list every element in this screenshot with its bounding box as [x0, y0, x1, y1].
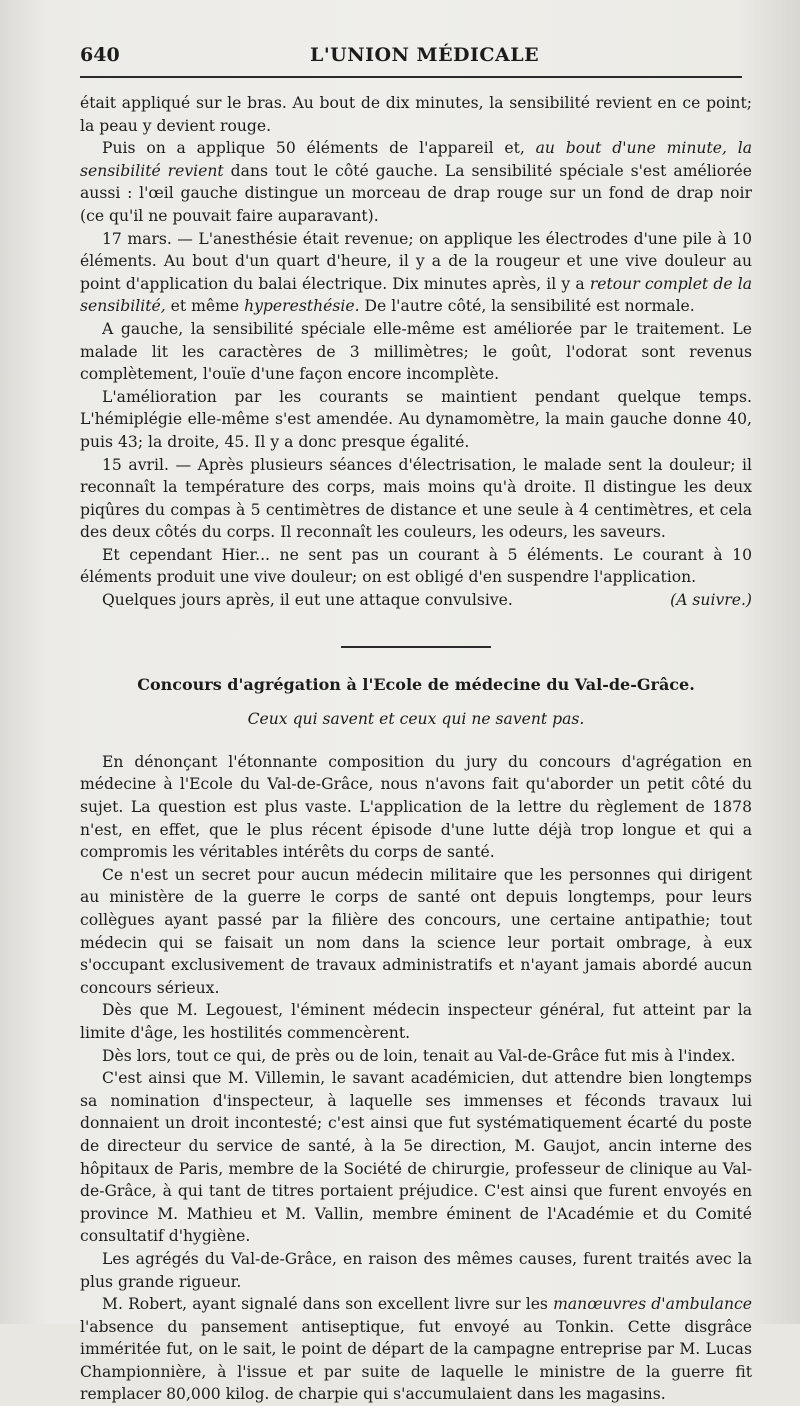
paragraph: Ce n'est un secret pour aucun médecin militaire que les personnes qui dirigent au ministère de la guerre le corps de santé ont depuis longtemps, pour leurs collègues ayant passé par la filière des concours, une certaine antipathie; tout médecin qui se faisait un nom dans la science leur portait ombrage, à eux s'occupant exclusivement de travaux administratifs et n'ayant jamais abordé aucun concours sérieux.: [80, 865, 752, 997]
paragraph: A gauche, la sensibilité spéciale elle-même est améliorée par le traitement. Le malade lit les caractères de 3 millimètres; le goût, l'odorat sont revenus complètement, l'ouïe d'une façon encore incomplète.: [80, 319, 752, 384]
header-rule: [80, 76, 742, 78]
journal-title: L'UNION MÉDICALE: [310, 44, 540, 66]
paragraph: En dénonçant l'étonnante composition du jury du concours d'agrégation en médecine à l'Ecole du Val-de-Grâce, nous n'avons fait qu'aborder un petit côté du sujet. La question est plus vaste. L'application de la lettre du règlement de 1878 n'est, en effet, que le plus récent épisode d'une lutte déjà trop longue et qui a compromis les véritables intérêts du corps de santé.: [80, 752, 752, 862]
paragraph: était appliqué sur le bras. Au bout de dix minutes, la sensibilité revient en ce point; la peau y devient rouge.: [80, 94, 752, 135]
article-title: Concours d'agrégation à l'Ecole de médecine du Val-de-Grâce.: [137, 674, 695, 694]
paragraph: Dès lors, tout ce qui, de près ou de loin, tenait au Val-de-Grâce fut mis à l'index.: [102, 1046, 736, 1065]
paragraph: M. Robert, ayant signalé dans son excellent livre sur les manœuvres d'ambulance l'absence du pansement antiseptique, fut envoyé au Tonkin. Cette disgrâce imméritée fut, on le sait, le point de départ de la campagne entreprise par M. Lucas Championnière, à l'issue et par suite de laquelle le ministre de la guerre fit remplacer 80,000 kilog. de charpie qui s'accumulaient dans les magasins.: [80, 1295, 752, 1404]
page-number: 640: [80, 44, 120, 66]
page-body: [80, 92, 752, 1406]
paragraph: Puis on a applique 50 éléments de l'appareil et, au bout d'une minute, la sensibilité revient dans tout le côté gauche. La sensibilité spéciale s'est améliorée aussi : l'œil gauche distingue un morceau de drap rouge sur un fond de drap noir (ce qu'il ne pouvait faire auparavant).: [80, 139, 753, 225]
paragraph: Quelques jours après, il eut une attaque convulsive. (A suivre.): [80, 589, 752, 612]
paragraph: C'est ainsi que M. Villemin, le savant académicien, dut attendre bien longtemps sa nomination d'inspecteur, à laquelle ses immenses et féconds travaux lui donnaient un droit incontesté; c'est ainsi que fut systématiquement écarté du poste de directeur du service de santé, à la 5e direction, M. Gaujot, ancin interne des hôpitaux de Paris, membre de la Société de chirurgie, professeur de clinique au Val-de-Grâce, à qui tant de titres portaient préjudice. C'est ainsi que furent envoyés en province M. Mathieu et M. Vallin, membre éminent de l'Académie et du Comité consultatif d'hygiène.: [80, 1069, 752, 1246]
paragraph: Et cependant Hier... ne sent pas un courant à 5 éléments. Le courant à 10 éléments produit une vive douleur; on est obligé d'en suspendre l'application.: [80, 545, 752, 587]
paragraph: Les agrégés du Val-de-Grâce, en raison des mêmes causes, furent traités avec la plus grande rigueur.: [80, 1249, 752, 1291]
paragraph: 17 mars. — L'anesthésie était revenue; on applique les électrodes d'une pile à 10 éléments. Au bout d'un quart d'heure, il y a de la rougeur et une vive douleur au point d'application du balai électrique. Dix minutes après, il y a retour complet de la sensibilité, et même hyperesthésie. De l'autre côté, la sensibilité est normale.: [80, 229, 752, 316]
to-be-continued: (A suivre.): [670, 591, 752, 610]
paragraph: Dès que M. Legouest, l'éminent médecin inspecteur général, fut atteint par la limite d'âge, les hostilités commencèrent.: [80, 1001, 752, 1042]
paragraph: 15 avril. — Après plusieurs séances d'électrisation, le malade sent la douleur; il reconnaît la température des corps, mais moins qu'à droite. Il distingue les deux piqûres du compas à 5 centimètres de distance et une seule à 4 centimètres, et cela des deux côtés du corps. Il reconnaît les couleurs, les odeurs, les saveurs.: [80, 455, 752, 542]
paragraph: L'amélioration par les courants se maintient pendant quelque temps. L'hémiplégie elle-même s'est amendée. Au dynamomètre, la main gauche donne 40, puis 43; la droite, 45. Il y a donc presque égalité.: [80, 387, 752, 451]
page-header: [80, 40, 752, 80]
article-subtitle: Ceux qui savent et ceux qui ne savent pas.: [247, 710, 585, 729]
section-divider: [341, 646, 491, 648]
